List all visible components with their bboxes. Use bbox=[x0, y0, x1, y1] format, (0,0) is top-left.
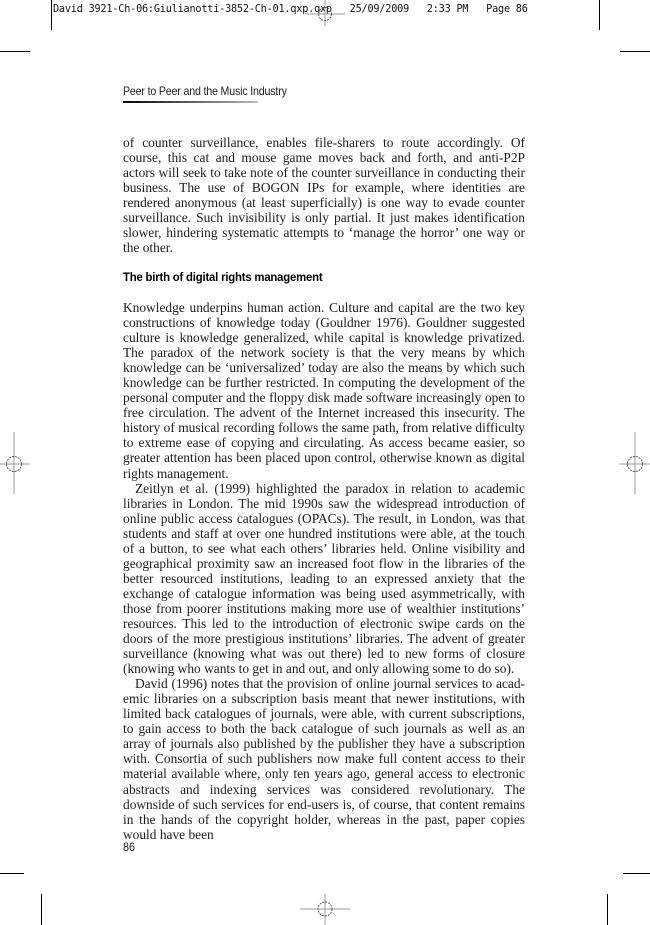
crop-mark-bottom-right-vertical bbox=[607, 894, 608, 925]
body-paragraph: David (1996) notes that the provision of online journal services to academic libraries on a subscription basis meant that newer institutions, with limited back catalogues of journals, were able, with current subscriptions, to gain access to both the back catalogue of such journals as well as an array of journals also published by the publisher they have a subscription with. Consortia of such publishers now make full content access to their material available where, only ten years ago, general access to electronic abstracts and indexing services was considered revolutionary. The downside of such services for end-users is, of course, that content remains in the hands of the copyright holder, whereas in the past, paper copies would have been bbox=[123, 676, 525, 842]
running-head: Peer to Peer and the Music Industry bbox=[123, 85, 287, 98]
crop-mark-bottom-left-horizontal bbox=[0, 873, 24, 874]
registration-mark-top-icon bbox=[305, 0, 345, 26]
crop-mark-top-right-horizontal bbox=[620, 51, 650, 52]
registration-mark-bottom-icon bbox=[300, 894, 350, 925]
crop-mark-bottom-right-horizontal bbox=[623, 873, 650, 874]
running-head-rule bbox=[123, 101, 258, 103]
section-body bbox=[123, 300, 525, 842]
body-paragraph: Knowledge underpins human action. Culture and capital are the two key constructions of knowledge today (Gouldner 1976). Gouldner suggested culture is knowledge generalized, while capital is knowledge privatized. The paradox of the network society is that the very means by which knowledge can be ‘universalized’ today are also the means by which such knowledge can be further restricted. In computing the development of the personal computer and the floppy disk made software increasingly open to free circulation. The advent of the Internet increased this insecurity. The history of musical recording follows the same path, from relative difficulty to extreme ease of copying and circulating. As access became easier, so greater attention has been placed upon control, otherwise known as digital rights management. bbox=[123, 300, 525, 481]
section-heading: The birth of digital rights management bbox=[123, 270, 323, 284]
registration-mark-left-icon bbox=[0, 432, 32, 498]
continuation-paragraph: of counter surveillance, enables file-sharers to route accordingly. Of course, this cat and mouse game moves back and forth, and anti-P2P actors will seek to take note of the counter surveillance in conducting their business. The use of BOGON IPs for example, where identities are rendered anonymous (at least superficially) is one way to evade counter surveillance. Such invisibility is only partial. It just makes identification slower, hindering systematic attempts to ‘manage the horror’ one way or the other. bbox=[123, 135, 525, 256]
registration-mark-right-icon bbox=[618, 432, 650, 498]
crop-mark-top-right-vertical bbox=[599, 0, 600, 30]
continuation-text-block bbox=[123, 135, 525, 255]
crop-mark-top-left-horizontal bbox=[0, 51, 30, 52]
crop-mark-bottom-left-vertical bbox=[41, 894, 42, 925]
crop-mark-top-left-vertical bbox=[51, 0, 52, 30]
page-number: 86 bbox=[123, 840, 136, 854]
body-paragraph: Zeitlyn et al. (1999) highlighted the paradox in relation to academic libraries in London. The mid 1990s saw the widespread introduction of online public access catalogues (OPACs). The result, in London, was that students and staff at over one hundred institutions were able, at the touch of a button, to see what each others’ libraries held. Online visibility and geographical proximity saw an increased foot flow in the libraries of the better resourced institutions, leading to an expressed anxiety that the exchange of catalogue information was being used asymmetrically, with those from poorer institutions making more use of wealthier institutions’ resources. This led to the introduction of electronic swipe cards on the doors of the more prestigious institutions’ libraries. The advent of greater surveillance (knowing what was out there) led to new forms of closure (knowing who wants to get in and out, and only allowing some to do so). bbox=[123, 480, 525, 677]
printer-slug-line: David 3921-Ch-06:Giulianotti-3852-Ch-01.qxp.qxp 25/09/2009 2:33 PM Page 86 bbox=[53, 4, 528, 15]
